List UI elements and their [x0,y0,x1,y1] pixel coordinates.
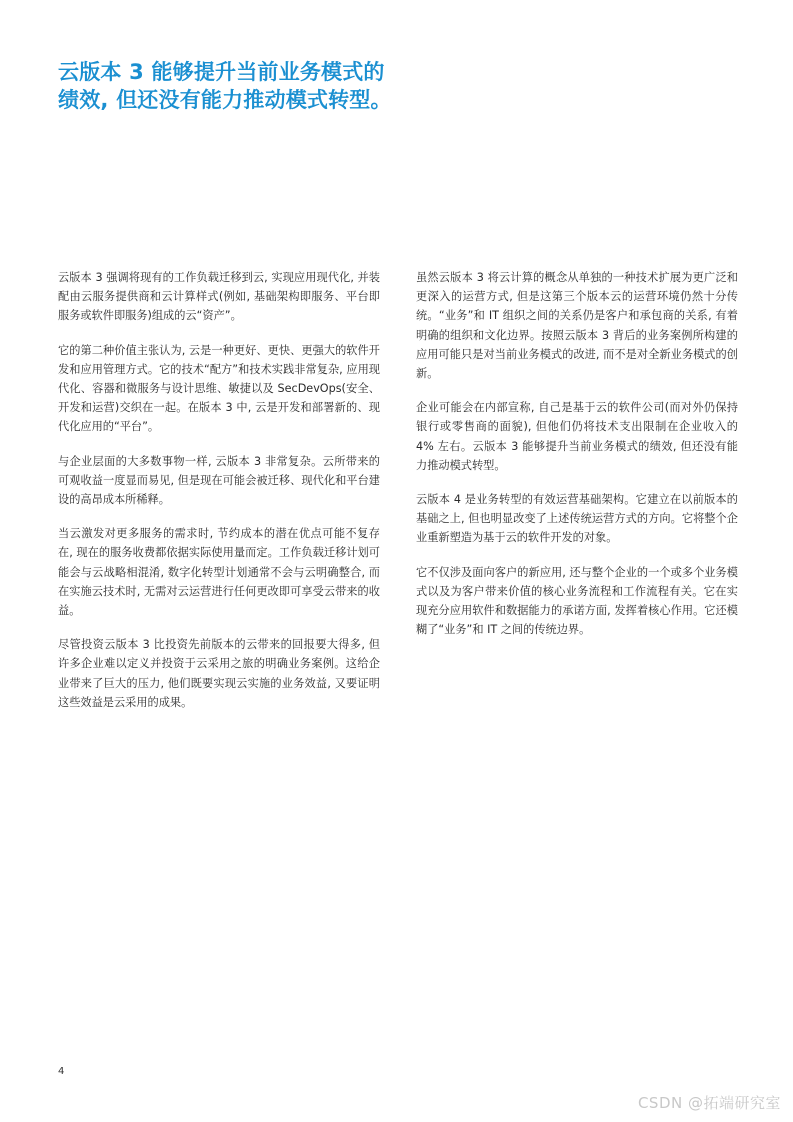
right-column [416,268,738,654]
paragraph: 它的第二种价值主张认为, 云是一种更好、更快、更强大的软件开发和应用管理方式。它的技术“配方”和技术实践非常复杂, 应用现代化、容器和微服务与设计思维、敏捷以及 SecDevOps(安全、开发和运营)交织在一起。在版本 3 中, 云是开发和部署新的、现代化应用的“平台”。 [58,343,380,434]
watermark: CSDN @拓端研究室 [637,1094,781,1112]
left-column [58,268,380,727]
paragraph: 它不仅涉及面向客户的新应用, 还与整个企业的一个或多个业务模式以及为客户带来价值的核心业务流程和工作流程有关。它在实现充分应用软件和数据能力的承诺方面, 发挥着核心作用。它还模糊了“业务”和 IT 之间的传统边界。 [416,565,738,637]
paragraph: 企业可能会在内部宣称, 自己是基于云的软件公司(而对外仍保持银行或零售商的面貌), 但他们仍将技术支出限制在企业收入的 4% 左右。云版本 3 能够提升当前业务模式的绩效, 但还没有能力推动模式转型。 [416,401,738,472]
page-title [58,58,398,114]
paragraph: 云版本 3 强调将现有的工作负载迁移到云, 实现应用现代化, 并装配由云服务提供商和云计算样式(例如, 基础架构即服务、平台即服务或软件即服务)组成的云“资产”。 [58,271,380,323]
paragraph: 当云激发对更多服务的需求时, 节约成本的潜在优点可能不复存在, 现在的服务收费都依据实际使用量而定。工作负载迁移计划可能会与云战略相混淆, 数字化转型计划通常不会与云明确整合, 而在实施云技术时, 无需对云运营进行任何更改即可享受云带来的收益。 [58,527,380,618]
title-line-2: 绩效, 但还没有能力推动模式转型。 [58,88,392,113]
paragraph: 虽然云版本 3 将云计算的概念从单独的一种技术扩展为更广泛和更深入的运营方式, 但是这第三个版本云的运营环境仍然十分传统。“业务”和 IT 组织之间的关系仍是客户和承包商的关系, 有着明确的组织和文化边界。按照云版本 3 背后的业务案例所构建的应用可能只是对当前业务模式的改进, 而不是对全新业务模式的创新。 [416,271,738,381]
title-line-1: 云版本 3 能够提升当前业务模式的 [58,60,385,85]
paragraph: 云版本 4 是业务转型的有效运营基础架构。它建立在以前版本的基础之上, 但也明显改变了上述传统运营方式的方向。它将整个企业重新塑造为基于云的软件开发的对象。 [416,493,738,545]
paragraph: 尽管投资云版本 3 比投资先前版本的云带来的回报要大得多, 但许多企业难以定义并投资于云采用之旅的明确业务案例。这给企业带来了巨大的压力, 他们既要实现云实施的业务效益, 又要证明这些效益是云采用的成果。 [58,638,380,709]
paragraph: 与企业层面的大多数事物一样, 云版本 3 非常复杂。云所带来的可观收益一度显而易见, 但是现在可能会被迁移、现代化和平台建设的高昂成本所稀释。 [58,454,380,507]
page-number: 4 [58,1066,65,1077]
